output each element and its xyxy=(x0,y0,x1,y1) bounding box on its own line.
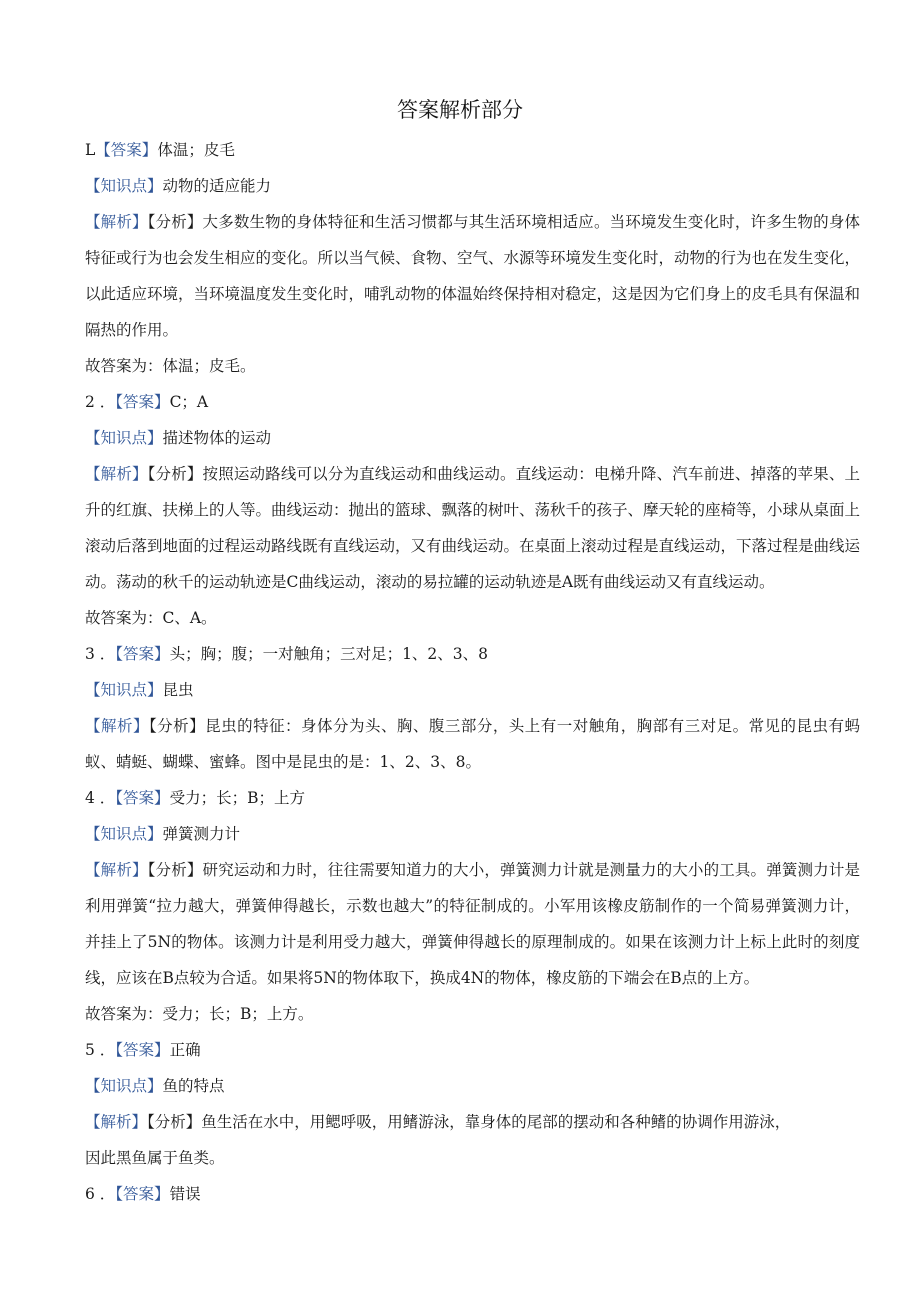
analysis-line-5b: 因此黑鱼属于鱼类。 xyxy=(85,1149,225,1167)
answer-tag: 【答案】 xyxy=(115,1185,170,1203)
answer-tag: 【答案】 xyxy=(115,789,170,807)
analysis-tag: 【解析】 xyxy=(85,465,148,483)
answer-text: 体温；皮毛 xyxy=(157,141,235,159)
conclusion-line-2: 故答案为：C、A。 xyxy=(85,609,217,627)
conclusion-line-1: 故答案为：体温；皮毛。 xyxy=(85,357,256,375)
analysis-para-3 xyxy=(85,708,860,780)
knowledge-text: 昆虫 xyxy=(162,681,194,699)
answer-text: 错误 xyxy=(169,1185,201,1203)
analysis-tag: 【解析】 xyxy=(85,861,148,879)
knowledge-tag: 【知识点】 xyxy=(85,825,163,843)
knowledge-line-2 xyxy=(85,420,860,456)
analysis-text: 昆虫的特征：身体分为头、胸、腹三部分，头上有一对触角，胸部有三对足。常见的昆虫有蚂蚁、蜻蜓、蝴蝶、蜜蜂。图中是昆虫的是：1、2、3、8。 xyxy=(85,717,860,771)
knowledge-tag: 【知识点】 xyxy=(85,429,163,447)
analysis-text: 鱼生活在水中，用鳃呼吸，用鳍游泳，靠身体的尾部的摆动和各种鳍的协调作用游泳， xyxy=(201,1113,791,1131)
analyze-tag: 【分析】 xyxy=(147,465,203,483)
answer-text: 受力；长；B；上方 xyxy=(169,789,305,807)
analysis-para-1 xyxy=(85,204,860,348)
item-number: 6 ． xyxy=(85,1185,116,1203)
knowledge-line-4 xyxy=(85,816,860,852)
analysis-tag: 【解析】 xyxy=(85,1113,148,1131)
answer-line-5 xyxy=(85,1032,860,1068)
knowledge-text: 鱼的特点 xyxy=(162,1077,225,1095)
page-title: 答案解析部分 xyxy=(397,98,523,122)
answer-line-1 xyxy=(85,132,860,168)
knowledge-text: 描述物体的运动 xyxy=(162,429,272,447)
analysis-tag: 【解析】 xyxy=(85,717,149,735)
answer-line-6 xyxy=(85,1176,860,1212)
knowledge-tag: 【知识点】 xyxy=(85,1077,163,1095)
item-number: 5 ． xyxy=(85,1041,116,1059)
conclusion-line-4: 故答案为：受力；长；B；上方。 xyxy=(85,1005,314,1023)
item-number: L xyxy=(85,141,96,159)
analyze-tag: 【分析】 xyxy=(147,1113,202,1131)
answer-tag: 【答案】 xyxy=(95,141,158,159)
analyze-tag: 【分析】 xyxy=(147,213,203,231)
item-number: 4 ． xyxy=(85,789,116,807)
analysis-para-2 xyxy=(85,456,860,600)
answer-line-4 xyxy=(85,780,860,816)
item-number: 2 ． xyxy=(85,393,116,411)
answer-list xyxy=(85,132,860,1212)
answer-tag: 【答案】 xyxy=(115,393,170,411)
analysis-line-5a xyxy=(85,1104,860,1140)
knowledge-text: 动物的适应能力 xyxy=(162,177,272,195)
analysis-tag: 【解析】 xyxy=(85,213,148,231)
analysis-text: 大多数生物的身体特征和生活习惯都与其生活环境相适应。当环境发生变化时，许多生物的身体特征或行为也会发生相应的变化。所以当气候、食物、空气、水源等环境发生变化时，动物的行为也在发生变化，以此适应环境，当环境温度发生变化时，哺乳动物的体温始终保持相对稳定，这是因为它们身上的皮毛具有保温和隔热的作用。 xyxy=(85,213,861,339)
analysis-text: 按照运动路线可以分为直线运动和曲线运动。直线运动：电梯升降、汽车前进、掉落的苹果、上升的红旗、扶梯上的人等。曲线运动：抛出的篮球、飘落的树叶、荡秋千的孩子、摩天轮的座椅等，小球从桌面上滚动后落到地面的过程运动路线既有直线运动，又有曲线运动。在桌面上滚动过程是直线运动，下落过程是曲线运动。荡动的秋千的运动轨迹是C曲线运动，滚动的易拉罐的运动轨迹是A既有曲线运动又有直线运动。 xyxy=(85,465,861,591)
knowledge-line-3 xyxy=(85,672,860,708)
answer-text: 正确 xyxy=(169,1041,201,1059)
answer-tag: 【答案】 xyxy=(115,645,170,663)
answer-text: 头；胸；腹；一对触角；三对足；1、2、3、8 xyxy=(169,645,489,663)
knowledge-line-5 xyxy=(85,1068,860,1104)
item-number: 3 ． xyxy=(85,645,116,663)
answer-line-2 xyxy=(85,384,860,420)
knowledge-line-1 xyxy=(85,168,860,204)
knowledge-text: 弹簧测力计 xyxy=(162,825,241,843)
analyze-tag: 【分析】 xyxy=(148,717,206,735)
answer-line-3 xyxy=(85,636,860,672)
analysis-text: 研究运动和力时，往往需要知道力的大小，弹簧测力计就是测量力的大小的工具。弹簧测力计是利用弹簧“拉力越大，弹簧伸得越长，示数也越大”的特征制成的。小军用该橡皮筋制作的一个简易弹簧测力计，并挂上了5N的物体。该测力计是利用受力越大，弹簧伸得越长的原理制成的。如果在该测力计上标上此时的刻度线，应该在B点较为合适。如果将5N的物体取下，换成4N的物体，橡皮筋的下端会在B点的上方。 xyxy=(85,861,860,987)
knowledge-tag: 【知识点】 xyxy=(85,681,163,699)
answer-text: C；A xyxy=(169,393,209,411)
answer-tag: 【答案】 xyxy=(115,1041,170,1059)
analyze-tag: 【分析】 xyxy=(147,861,203,879)
knowledge-tag: 【知识点】 xyxy=(85,177,163,195)
analysis-para-4 xyxy=(85,852,860,996)
